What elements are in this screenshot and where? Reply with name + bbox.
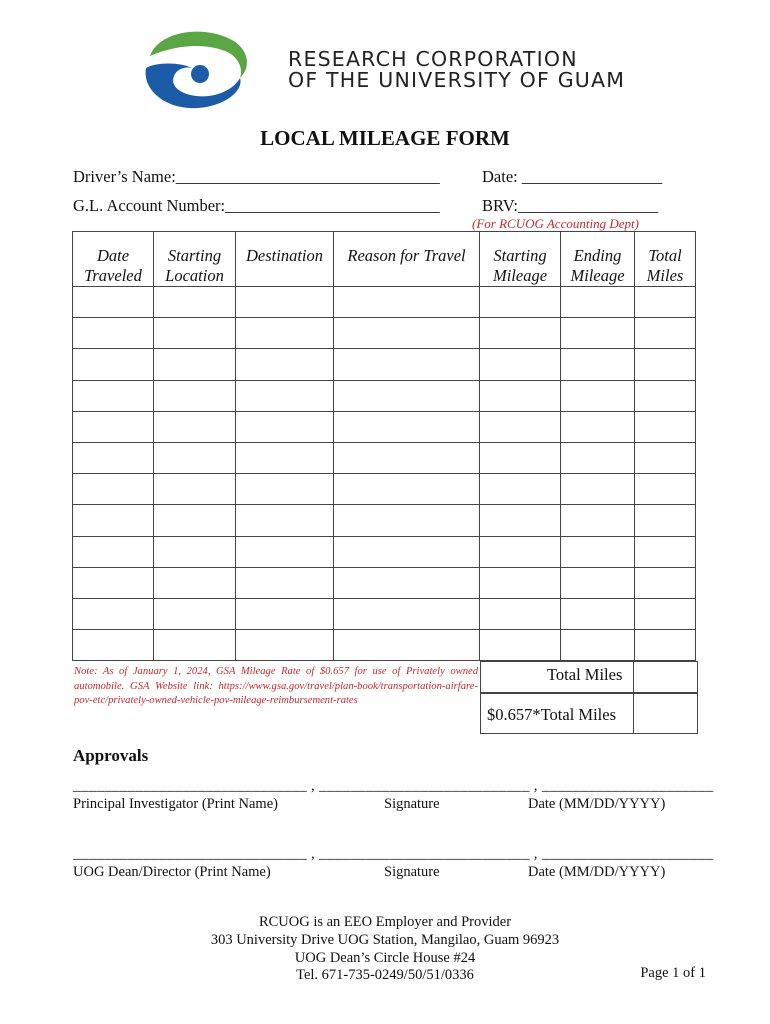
approval-row2-blanks[interactable]: ______________________________ , ___________________________ , ______________________ <box>73 846 714 862</box>
logo-text-line2: OF THE UNIVERSITY OF GUAM <box>288 68 626 92</box>
table-cell[interactable] <box>635 287 696 318</box>
table-cell[interactable] <box>154 630 236 661</box>
brv-blank[interactable]: _________________ <box>517 196 659 215</box>
col-header-destination: Destination <box>236 232 334 287</box>
table-row <box>73 442 696 473</box>
table-cell[interactable] <box>154 505 236 536</box>
table-cell[interactable] <box>635 505 696 536</box>
footer-eeo: RCUOG is an EEO Employer and Provider <box>258 914 512 930</box>
table-cell[interactable] <box>635 536 696 567</box>
table-cell[interactable] <box>73 598 154 629</box>
logo-center-dot <box>191 65 209 83</box>
table-cell[interactable] <box>480 287 561 318</box>
approvals-heading: Approvals <box>73 746 149 765</box>
table-cell[interactable] <box>154 598 236 629</box>
dean-date-caption: Date (MM/DD/YYYY) <box>528 864 666 880</box>
rate-total-box <box>480 692 698 734</box>
table-row <box>73 474 696 505</box>
table-row <box>73 287 696 318</box>
gsa-rate-note: Note: As of January 1, 2024, GSA Mileage Rate of $0.657 for use of Privately owned automobile. GSA Website link: https://www.gsa.gov/travel/plan-book/transportation-airfare-pov-etc/privately-owned-vehicle-pov-mileage-reimbursement-rates <box>74 666 478 706</box>
pi-signature-caption: Signature <box>384 796 440 812</box>
table-cell[interactable] <box>334 630 480 661</box>
table-cell[interactable] <box>334 287 480 318</box>
table-cell[interactable] <box>73 287 154 318</box>
table-cell[interactable] <box>480 411 561 442</box>
table-cell[interactable] <box>334 567 480 598</box>
table-cell[interactable] <box>480 598 561 629</box>
table-row <box>73 630 696 661</box>
approval-row1-blanks[interactable]: ______________________________ , ___________________________ , ______________________ <box>73 778 714 794</box>
table-cell[interactable] <box>154 442 236 473</box>
brv-note: (For RCUOG Accounting Dept) <box>472 216 639 231</box>
pi-date-caption: Date (MM/DD/YYYY) <box>528 796 666 812</box>
drivers-name-field[interactable] <box>73 167 440 187</box>
table-cell[interactable] <box>480 318 561 349</box>
table-cell[interactable] <box>236 536 334 567</box>
drivers-name-label: Driver’s Name: <box>73 167 176 186</box>
table-cell[interactable] <box>334 442 480 473</box>
col-header-ending-mileage: Ending Mileage <box>561 232 635 287</box>
table-cell[interactable] <box>73 536 154 567</box>
table-cell[interactable] <box>334 349 480 380</box>
pi-print-name-caption: Principal Investigator (Print Name) <box>73 796 278 812</box>
table-cell[interactable] <box>480 536 561 567</box>
table-cell[interactable] <box>635 598 696 629</box>
table-row <box>73 505 696 536</box>
table-cell[interactable] <box>154 474 236 505</box>
table-cell[interactable] <box>73 380 154 411</box>
table-cell[interactable] <box>561 505 635 536</box>
table-cell[interactable] <box>480 505 561 536</box>
table-cell[interactable] <box>635 442 696 473</box>
footer-building: UOG Dean’s Circle House #24 <box>294 950 476 966</box>
table-cell[interactable] <box>561 630 635 661</box>
table-row <box>73 567 696 598</box>
table-cell[interactable] <box>73 442 154 473</box>
table-cell[interactable] <box>334 380 480 411</box>
form-title: LOCAL MILEAGE FORM <box>260 126 510 150</box>
table-row <box>73 349 696 380</box>
table-cell[interactable] <box>480 442 561 473</box>
table-cell[interactable] <box>635 630 696 661</box>
gl-account-label: G.L. Account Number: <box>73 196 226 215</box>
table-cell[interactable] <box>635 318 696 349</box>
table-cell[interactable] <box>480 380 561 411</box>
table-cell[interactable] <box>561 598 635 629</box>
table-cell[interactable] <box>236 442 334 473</box>
table-cell[interactable] <box>236 380 334 411</box>
gl-account-field[interactable] <box>73 196 440 216</box>
table-cell[interactable] <box>154 536 236 567</box>
total-miles-label: Total Miles <box>547 665 623 684</box>
table-cell[interactable] <box>561 536 635 567</box>
dean-signature-caption: Signature <box>384 864 440 880</box>
table-cell[interactable] <box>73 505 154 536</box>
date-label: Date: <box>482 167 518 186</box>
footer-phone: Tel. 671-735-0249/50/51/0336 <box>296 967 474 983</box>
table-cell[interactable] <box>635 474 696 505</box>
rate-total-divider <box>633 693 634 733</box>
table-cell[interactable] <box>334 598 480 629</box>
rate-total-label: $0.657*Total Miles <box>487 705 617 724</box>
table-cell[interactable] <box>334 411 480 442</box>
table-row <box>73 380 696 411</box>
total-miles-divider <box>633 662 634 693</box>
table-cell[interactable] <box>236 630 334 661</box>
dean-print-name-caption: UOG Dean/Director (Print Name) <box>73 864 271 880</box>
table-cell[interactable] <box>73 349 154 380</box>
table-cell[interactable] <box>561 567 635 598</box>
table-cell[interactable] <box>334 318 480 349</box>
date-blank[interactable]: _________________ <box>521 167 663 186</box>
table-cell[interactable] <box>154 287 236 318</box>
table-cell[interactable] <box>334 505 480 536</box>
col-header-date-traveled: Date Traveled <box>73 232 154 287</box>
table-cell[interactable] <box>635 349 696 380</box>
gl-account-blank[interactable]: __________________________ <box>225 196 440 215</box>
table-cell[interactable] <box>236 567 334 598</box>
mileage-table <box>72 231 696 661</box>
table-cell[interactable] <box>635 380 696 411</box>
total-miles-box <box>480 661 698 694</box>
table-cell[interactable] <box>334 474 480 505</box>
table-cell[interactable] <box>73 474 154 505</box>
table-cell[interactable] <box>635 411 696 442</box>
table-header-row <box>73 232 696 287</box>
table-cell[interactable] <box>561 318 635 349</box>
col-header-total-miles: Total Miles <box>635 232 696 287</box>
brv-field[interactable] <box>482 196 658 216</box>
logo-text-line1: RESEARCH CORPORATION <box>288 47 578 71</box>
table-cell[interactable] <box>154 380 236 411</box>
table-cell[interactable] <box>480 567 561 598</box>
date-field[interactable] <box>482 167 662 187</box>
table-cell[interactable] <box>334 536 480 567</box>
table-cell[interactable] <box>73 411 154 442</box>
table-cell[interactable] <box>480 630 561 661</box>
brv-label: BRV: <box>482 196 518 215</box>
table-cell[interactable] <box>154 411 236 442</box>
table-cell[interactable] <box>561 287 635 318</box>
table-cell[interactable] <box>236 318 334 349</box>
page-number: Page 1 of 1 <box>640 965 706 981</box>
table-cell[interactable] <box>73 567 154 598</box>
table-row <box>73 318 696 349</box>
table-cell[interactable] <box>561 380 635 411</box>
table-cell[interactable] <box>236 598 334 629</box>
footer-address: 303 University Drive UOG Station, Mangilao, Guam 96923 <box>210 932 560 948</box>
table-row <box>73 598 696 629</box>
table-cell[interactable] <box>154 349 236 380</box>
table-cell[interactable] <box>154 318 236 349</box>
table-body <box>73 287 696 661</box>
table-row <box>73 411 696 442</box>
col-header-starting-location: Starting Location <box>154 232 236 287</box>
table-cell[interactable] <box>236 287 334 318</box>
table-cell[interactable] <box>236 474 334 505</box>
table-cell[interactable] <box>561 411 635 442</box>
table-row <box>73 536 696 567</box>
col-header-starting-mileage: Starting Mileage <box>480 232 561 287</box>
table-cell[interactable] <box>154 567 236 598</box>
table-cell[interactable] <box>561 349 635 380</box>
table-cell[interactable] <box>236 505 334 536</box>
table-cell[interactable] <box>236 411 334 442</box>
table-cell[interactable] <box>561 474 635 505</box>
table-cell[interactable] <box>480 474 561 505</box>
table-cell[interactable] <box>561 442 635 473</box>
rcuog-logo <box>140 26 260 110</box>
col-header-reason-for-travel: Reason for Travel <box>334 232 480 287</box>
table-cell[interactable] <box>73 630 154 661</box>
table-cell[interactable] <box>236 349 334 380</box>
drivers-name-blank[interactable]: ________________________________ <box>175 167 440 186</box>
table-cell[interactable] <box>635 567 696 598</box>
table-cell[interactable] <box>480 349 561 380</box>
table-cell[interactable] <box>73 318 154 349</box>
